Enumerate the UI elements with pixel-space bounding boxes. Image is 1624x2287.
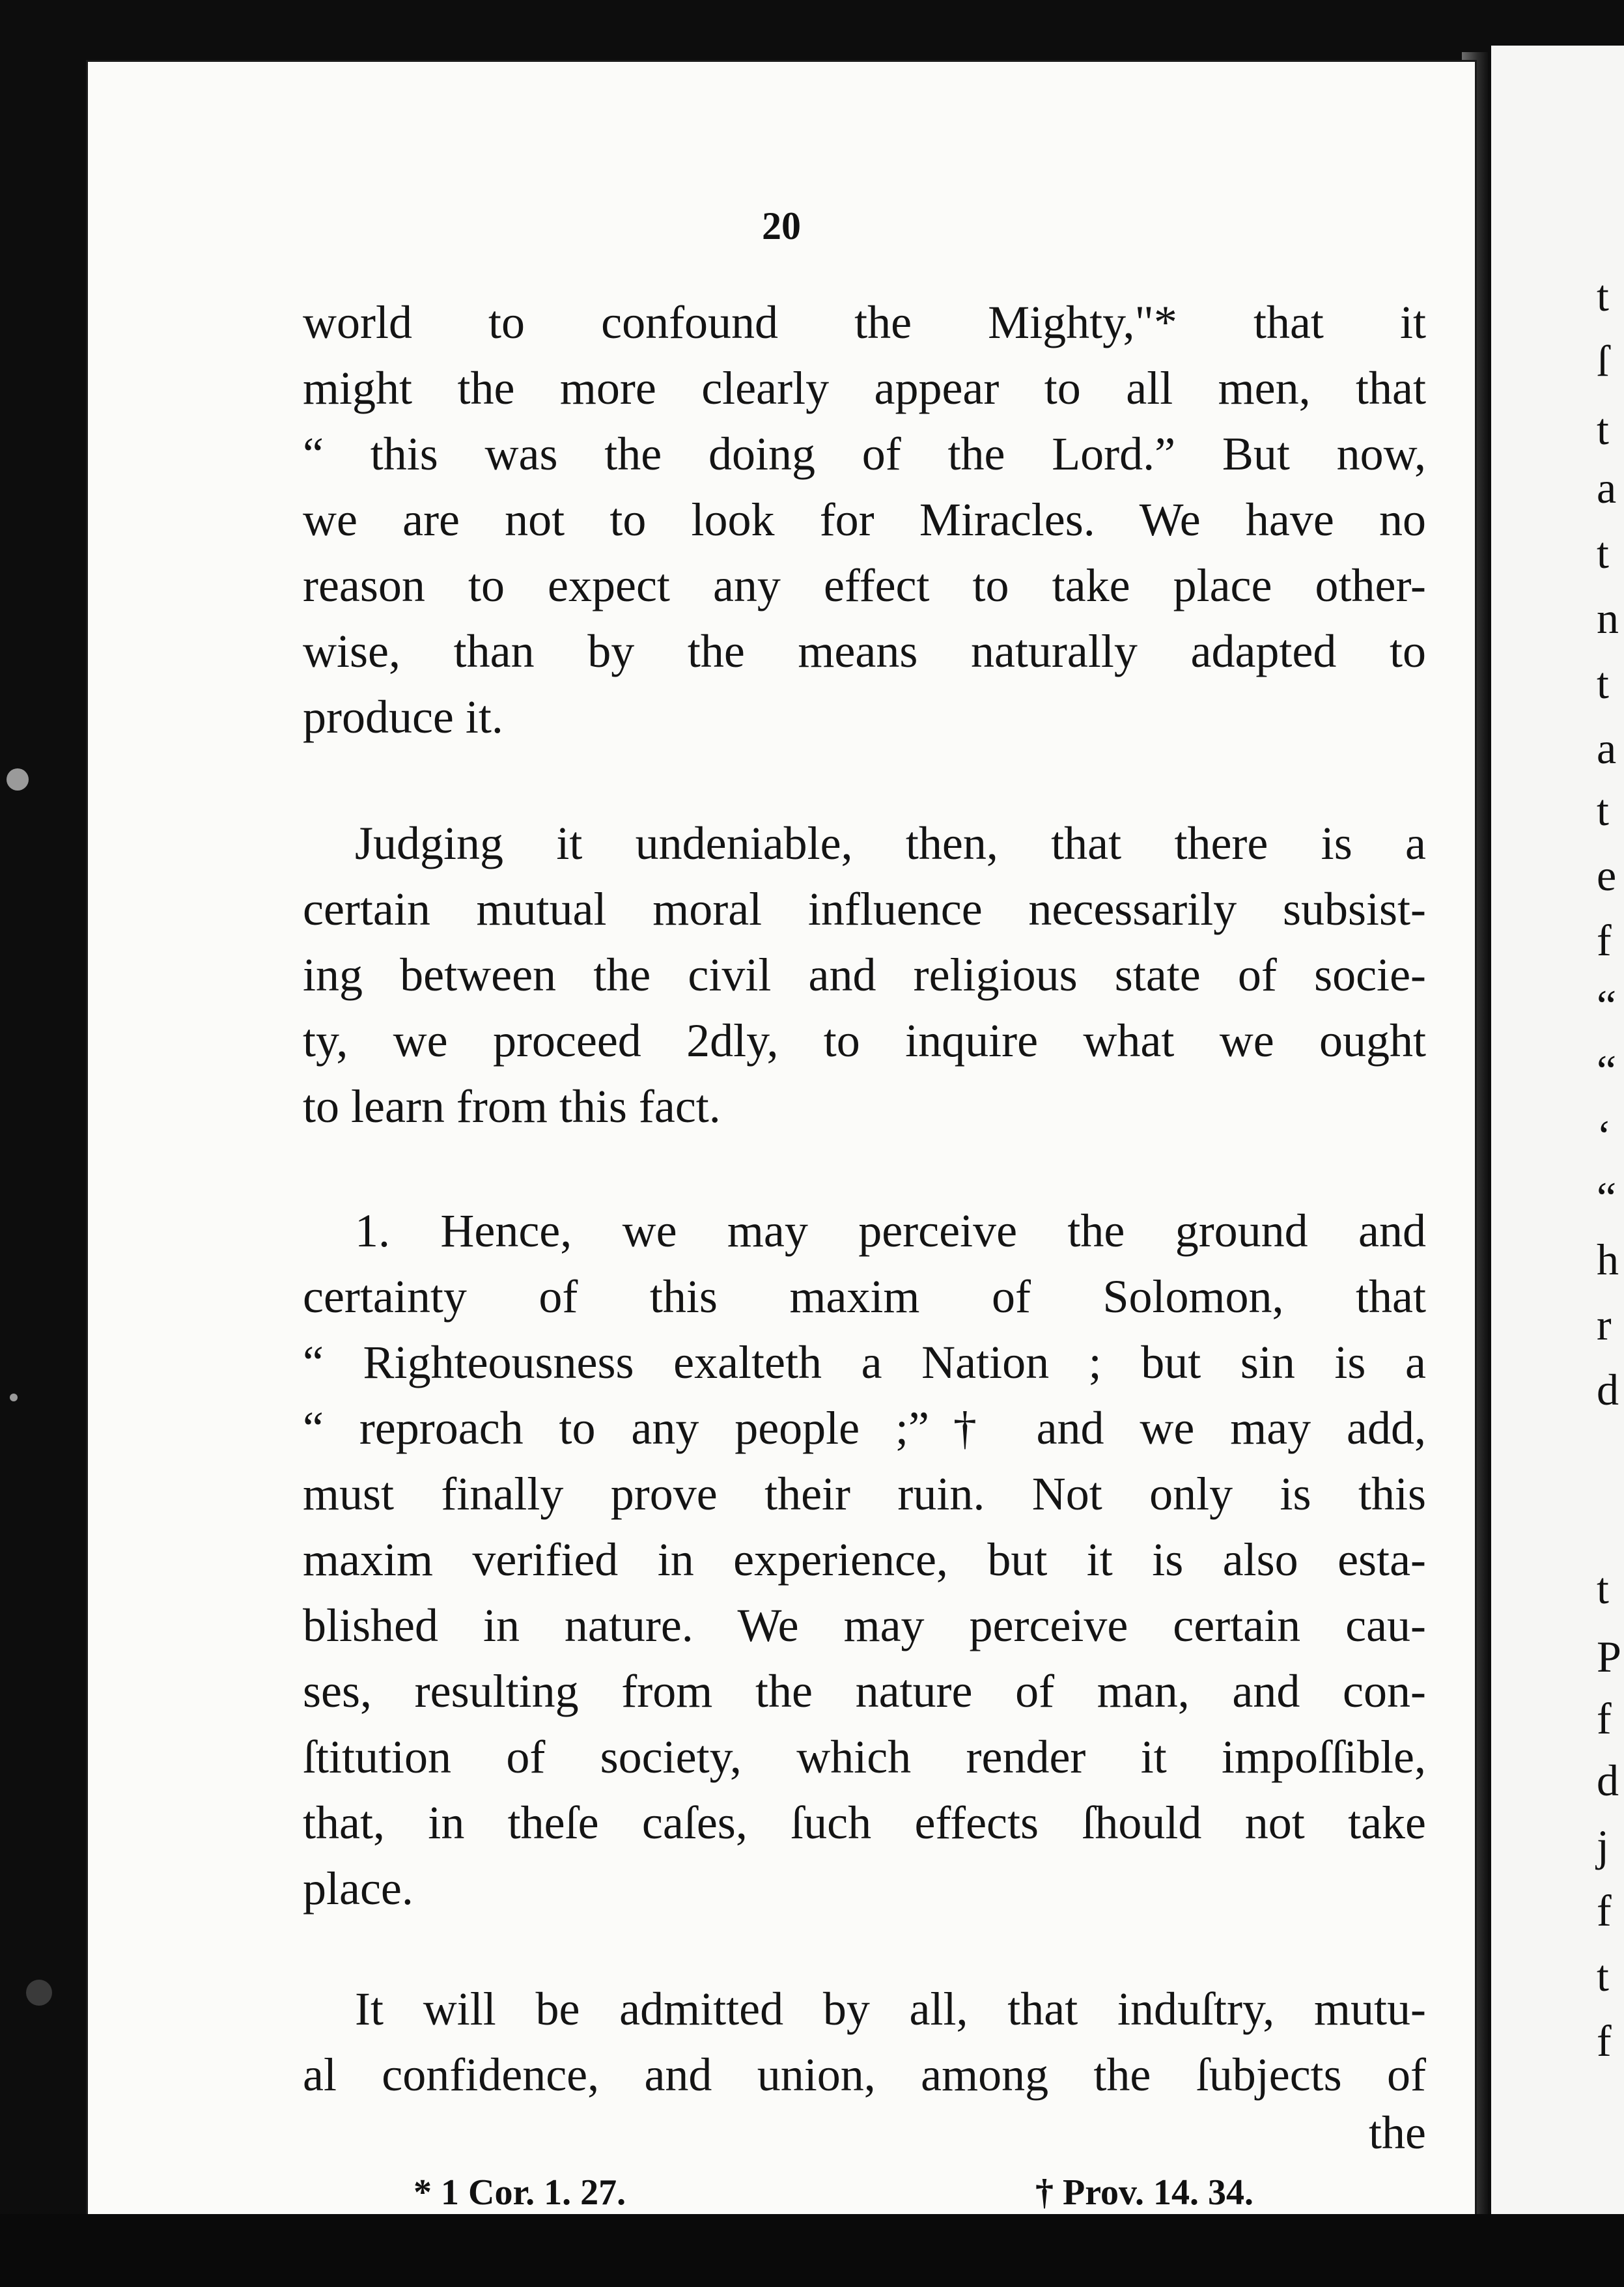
scan-speck (26, 1980, 52, 2006)
text-line: blished in nature. We may perceive certain cau- (303, 1599, 1426, 1651)
facing-letter: t (1597, 785, 1609, 835)
text-line: It will be admitted by all, that induſtry, mutu- (355, 1983, 1426, 2035)
facing-letter: t (1597, 404, 1609, 454)
text-line: ses, resulting from the nature of man, and con- (303, 1665, 1426, 1717)
text-line: certain mutual moral influence necessarily subsist- (303, 883, 1426, 935)
paragraph-2 (303, 811, 1426, 1140)
facing-letter: P (1597, 1632, 1621, 1681)
text-line: place. (303, 1862, 413, 1915)
facing-letter: t (1597, 271, 1609, 320)
text-line: “ this was the doing of the Lord.” But now, (303, 428, 1426, 480)
facing-letter: ſ (1597, 336, 1609, 386)
facing-letter: d (1597, 1365, 1619, 1414)
facing-letter: h (1597, 1235, 1619, 1284)
text-line: “ reproach to any people ;”† and we may add, (303, 1402, 1426, 1454)
text-line: al confidence, and union, among the ſubjects of (303, 2049, 1426, 2101)
text-line: certainty of this maxim of Solomon, that (303, 1270, 1426, 1323)
text-line: must finally prove their ruin. Not only is this (303, 1468, 1426, 1520)
facing-letter: “ (1597, 1173, 1617, 1222)
facing-page (1491, 46, 1624, 2224)
facing-letter: n (1597, 593, 1619, 643)
text-line: wise, than by the means naturally adapted to (303, 625, 1426, 677)
text-line: 1. Hence, we may perceive the ground and (355, 1205, 1426, 1257)
text-line: to learn from this fact. (303, 1080, 721, 1132)
facing-letter: a (1597, 463, 1617, 512)
text-line: we are not to look for Miracles. We have no (303, 494, 1426, 546)
facing-letter: f (1597, 1886, 1612, 1935)
facing-letter: “ (1597, 981, 1617, 1030)
facing-letter: t (1597, 1564, 1609, 1613)
scan-border-bottom (0, 2214, 1624, 2287)
facing-letter: “ (1597, 1046, 1617, 1095)
facing-letter: j (1597, 1821, 1609, 1870)
text-line: maxim verified in experience, but it is also esta- (303, 1534, 1426, 1586)
text-line: that, in theſe caſes, ſuch effects ſhould not take (303, 1797, 1426, 1849)
text-line: reason to expect any effect to take place other- (303, 559, 1426, 611)
facing-letter: ‘ (1597, 1111, 1612, 1160)
footnote-left: * 1 Cor. 1. 27. (413, 2172, 626, 2213)
facing-letter: t (1597, 528, 1609, 578)
paragraph-4 (303, 1976, 1426, 2108)
facing-letter: e (1597, 850, 1617, 900)
facing-letter: t (1597, 1951, 1609, 2000)
scan-speck (7, 768, 29, 791)
footnote-right: † Prov. 14. 34. (1035, 2172, 1253, 2213)
text-line: ing between the civil and religious state of socie- (303, 949, 1426, 1001)
text-line: ty, we proceed 2dly, to inquire what we ought (303, 1015, 1426, 1067)
text-line: might the more clearly appear to all men, that (303, 362, 1426, 414)
text-line: “ Righteousness exalteth a Nation ; but sin is a (303, 1336, 1426, 1388)
paragraph-3 (303, 1198, 1426, 1922)
scan-speck (10, 1394, 18, 1401)
facing-letter: r (1597, 1300, 1612, 1349)
facing-letter: t (1597, 658, 1609, 708)
catchword: the (1369, 2107, 1426, 2159)
text-line: ſtitution of society, which render it impoſſible, (303, 1731, 1426, 1783)
text-line: Judging it undeniable, then, that there is a (355, 817, 1426, 869)
page-number: 20 (762, 204, 801, 247)
book-page (88, 62, 1475, 2214)
facing-letter: f (1597, 1694, 1612, 1743)
catchword-block (303, 2100, 1426, 2166)
text-line: world to confound the Mighty,"* that it (303, 296, 1426, 348)
facing-letter: d (1597, 1756, 1619, 1805)
text-line: produce it. (303, 691, 503, 743)
facing-letter: a (1597, 723, 1617, 773)
facing-letter: f (1597, 916, 1612, 965)
facing-letter: f (1597, 2016, 1612, 2066)
paragraph-1 (303, 290, 1426, 750)
